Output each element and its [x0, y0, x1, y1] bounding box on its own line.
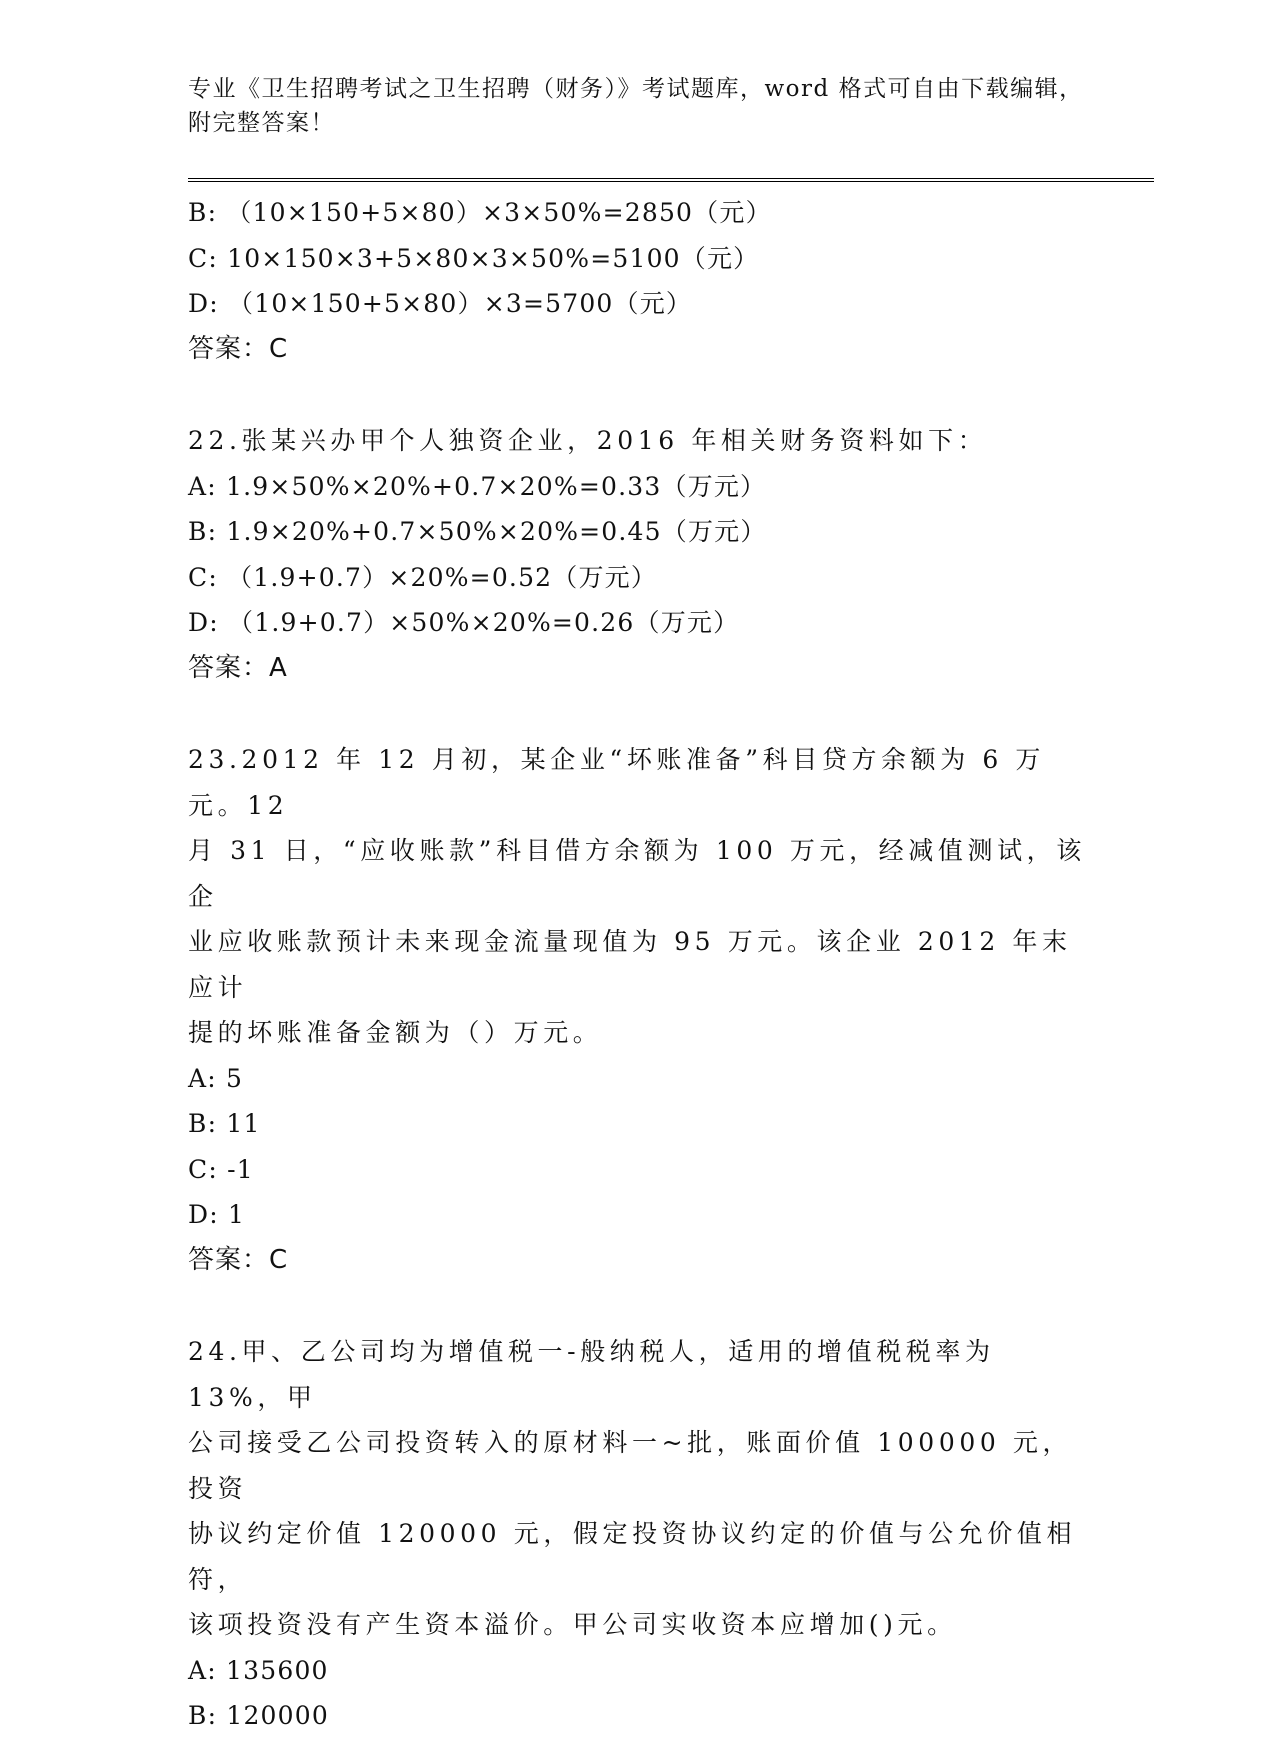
- option-d: D: （10×150+5×80）×3=5700（元）: [188, 289, 693, 318]
- answer-line: 答案：C: [188, 333, 289, 364]
- option-c: C: （1.9+0.7）×20%=0.52（万元）: [188, 562, 658, 592]
- question-stem: 22.张某兴办甲个人独资企业，2016 年相关财务资料如下：: [188, 426, 988, 455]
- question-stem: 24.甲、乙公司均为增值税一-般纳税人，适用的增值税税率为 13%，甲 公司接受乙公司投资转入的原材料一~批，账面价值 100000 元，投资 协议约定价值 120000 元，假定投资协议约定的价值与公允价值相符， 该项投资没有产生资本溢价。甲公司实收资本应增加()元。: [188, 1337, 1077, 1639]
- option-a: A: 135600: [188, 1655, 329, 1685]
- option-a: A: 5: [188, 1063, 244, 1093]
- question-list: [188, 190, 1088, 1739]
- question-23: [188, 737, 1088, 1283]
- option-d: D: 1: [188, 1200, 246, 1229]
- option-d: D: （1.9+0.7）×50%×20%=0.26（万元）: [188, 608, 740, 637]
- answer-line: 答案：A: [188, 652, 288, 683]
- option-b: B: 11: [188, 1109, 261, 1138]
- option-b: B: （10×150+5×80）×3×50%=2850（元）: [188, 198, 772, 227]
- question-21-continuation: [188, 190, 1088, 372]
- option-b: B: 120000: [188, 1701, 329, 1730]
- document-header: 专业《卫生招聘考试之卫生招聘（财务）》考试题库，word 格式可自由下载编辑，附完整答案！: [188, 76, 1084, 136]
- question-24: [188, 1329, 1088, 1739]
- option-c: C: 10×150×3+5×80×3×50%=5100（元）: [188, 243, 760, 273]
- header-divider: [188, 178, 1154, 182]
- question-22: [188, 418, 1088, 691]
- option-b: B: 1.9×20%+0.7×50%×20%=0.45（万元）: [188, 517, 767, 546]
- option-c: C: -1: [188, 1154, 254, 1184]
- question-stem: 23.2012 年 12 月初，某企业“坏账准备”科目贷方余额为 6 万元。12 月 31 日，“应收账款”科目借方余额为 100 万元，经减值测试，该企 业应收账款预计未来现金流量现值为 95 万元。该企业 2012 年末应计 提的坏账准备金额为（）万元。: [188, 745, 1086, 1047]
- answer-line: 答案：C: [188, 1244, 289, 1275]
- option-a: A: 1.9×50%×20%+0.7×20%=0.33（万元）: [188, 471, 767, 501]
